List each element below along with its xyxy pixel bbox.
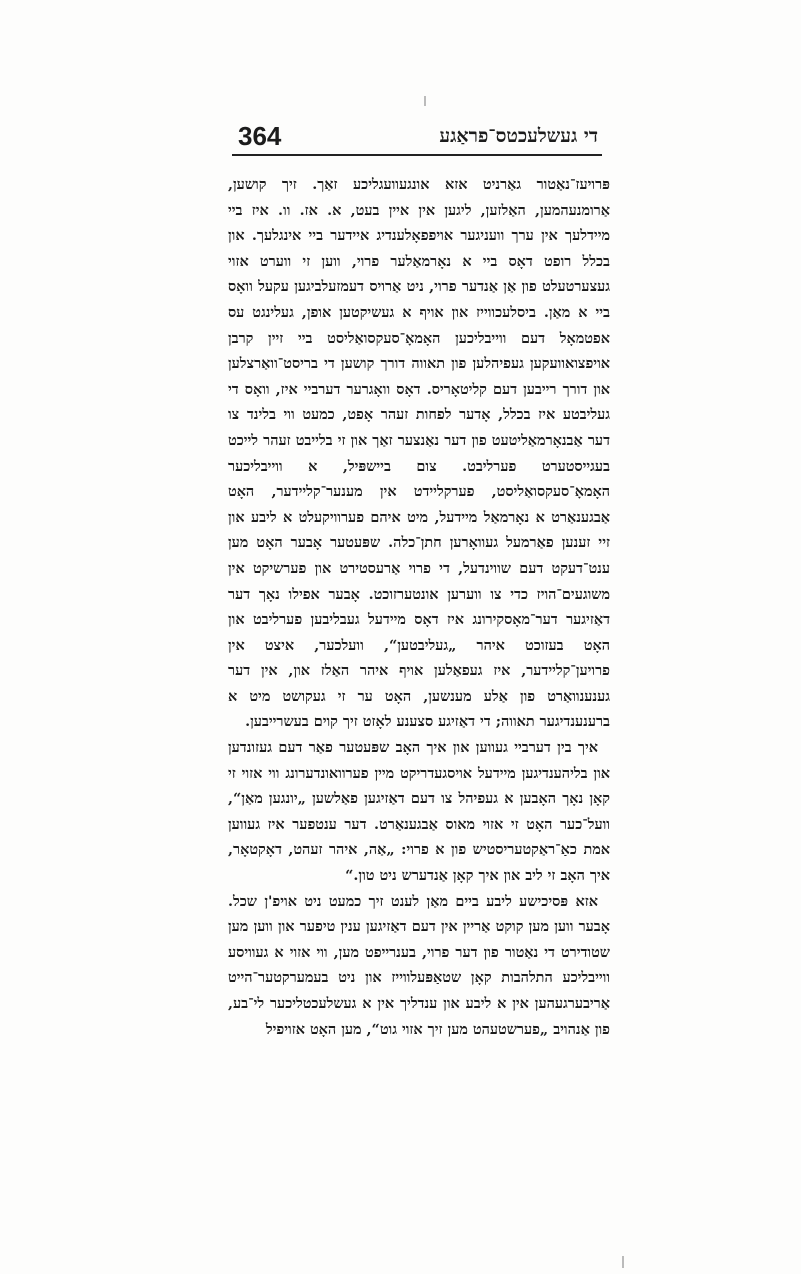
scan-mark <box>424 96 426 106</box>
scan-mark <box>622 1256 624 1268</box>
paragraph: אזא פּסיכישע ליבע ביים מאַן לענט זיך כמעט ניט אויפ'ן שכל. אָבער ווען מען קוקט אַריין אין דעם דאַזיגען ענין טיפער און ווען מען שטודירט די נאַטור פון דער פרוי, בענרייפט מען, ווי אזוי א געוויסע ווייבליכע התלהבות קאָן שטאַפּעלווייז און ניט בעמערקטער־הייט אַריבערגעהען אין א ליבע און ענדליך אין א געשלעכטליכער לי־בע, פון אַנהויב „פערשטעהט מען זיך אזוי גוט“, מען האָט אזויפיל <box>228 892 610 1038</box>
paragraph: איך בין דערביי געווען און איך האָב שפּעטער פאַר דעם געזונדען און בליהענדיגען מיידעל אויסגעדריקט מיין פערוואונדערונג ווי אזוי זי קאָן נאָך האָבען א געפיהל צו דעם דאַזיגען פאַלשען „יונגען מאַן“, וועל־כער האָט זי אזוי מאוס אַבגענאַרט. דער ענטפער איז געווען אמת כאַ־ראַקטעריסטיש פון א פרוי: „אַה, איהר זעהט, דאָקטאָר, איך האָב זי ליב און איך קאָן אַנדערש ניט טון.“ <box>228 739 610 885</box>
paragraph: פּרויעז־נאַטור גאַרניט אזא אונגעוועגליכע זאַך. זיך קושען, אַרומנעהמען, האַלזען, ליגען אין איין בעט, א. אז. וו. איז ביי מיידלעך אין ערך וועניגער אויפפאָלענדיג איידער ביי אינגלעך. און בכלל רופט דאָס ביי א נאָרמאַלער פרוי, ווען זי ווערט אזוי געצערטעלט פון אַן אַנדער פרוי, ניט אַרויס דעמזעלביגען עקעל וואָס ביי א מאַן. ביסלעכווייז און אויף א געשיקטען אופן, געלינגט עס אפטמאָל דעם ווייבליכען האָמאָ־סעקסואַליסט ביי זיין קרבן אויפצואוועקען געפיהלען פון תאווה דורך קושען די בריסט־וואַרצלען און דורך רייבען דעם קליטאָריס. דאָס וואָגרער דערביי איז, וואָס די געליבטע איז בכלל, אָדער לפחות זעהר אָפט, כמעט ווי בלינד צו דער אַבנאָרמאַליטעט פון דער נאַנצער זאַך און זי בלייבט זעהר לייכט בעגייסטערט פערליבט. צום ביישפּיל, א ווייבליכער האָמאָ־סעקסואַליסט, פערקליידט אין מענער־קליידער, האָט אַבגענאַרט א נאָרמאַל מיידעל, מיט איהם פערוויקעלט א ליבע און זיי זענען פאַרמעל געוואָרען חתן־כלה. שפּעטער אָבער האָט מען ענט־דעקט דעם שווינדעל, די פרוי אַרעסטירט און פערשיקט אין משוגעים־הויז כדי צו ווערען אונטערזוכט. אָבער אפילו נאָך דער דאַזיגער דער־מאָסקירונג איז דאָס מיידעל געבליבען פערליבט און האָט בעזוכט איהר „געליבטען“, וועלכער, איצט אין פרויען־קליידער, איז געפאַלען אויף איהר האַלז און, אין דער גענענוואַרט פון אַלע מענשען, האָט ער זי געקושט מיט א ברענענדיגער תאווה; די דאַזיגע סצענע לאָזט זיך קוים בעשרייבען. <box>228 176 610 731</box>
running-title: די געשלעכטס־פראַגע <box>439 125 598 147</box>
page-number: 364 <box>238 121 282 151</box>
body-text <box>228 172 610 1042</box>
page-header <box>232 118 602 156</box>
